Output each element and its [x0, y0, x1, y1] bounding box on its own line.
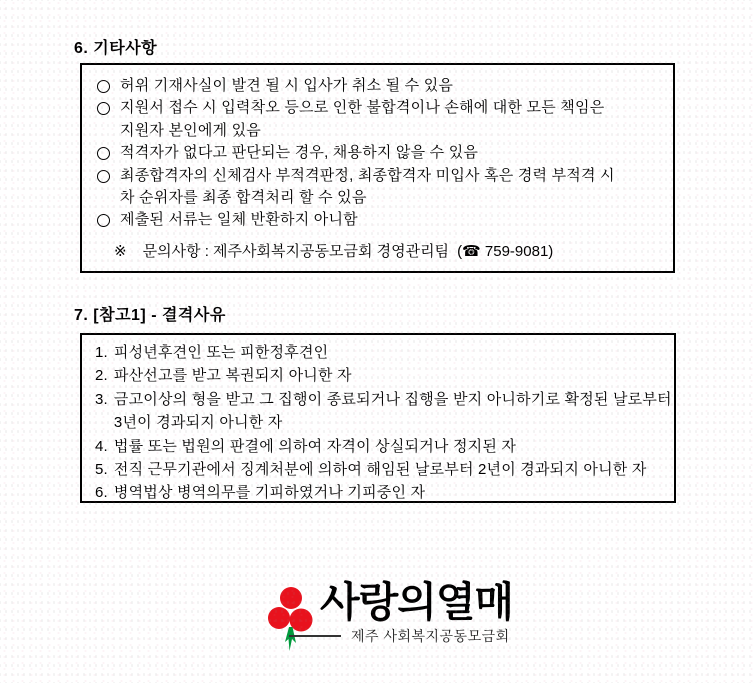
list-item	[95, 209, 663, 231]
list-item-text: 허위 기재사실이 발견 될 시 입사가 취소 될 수 있음	[120, 77, 454, 94]
list-item	[95, 142, 663, 164]
list-item-text: 금고이상의 형을 받고 그 집행이 종료되거나 집행을 받지 아니하기로 확정된 날로부터	[113, 390, 672, 408]
list-item-text: 지원서 접수 시 입력착오 등으로 인한 불합격이나 손해에 대한 모든 책임은	[120, 99, 605, 117]
logo-subtext: 제주 사회복지공동모금회	[351, 628, 510, 644]
item-number: 4.	[95, 437, 108, 455]
list-item-text: 적격자가 없다고 판단되는 경우, 채용하지 않을 수 있음	[120, 144, 479, 162]
item-number: 2.	[95, 367, 108, 385]
section-7-heading: 7. [참고1] - 결격사유	[74, 307, 226, 324]
circle-bullet-icon	[97, 102, 110, 115]
circle-bullet-icon	[97, 170, 110, 183]
list-item-text: 최종합격자의 신체검사 부적격판정, 최종합격자 미입사 혹은 경력 부적격 시	[120, 166, 615, 184]
section-6-heading: 6. 기타사항	[74, 40, 158, 57]
list-item-text: 3년이 경과되지 아니한 자	[113, 414, 283, 432]
contact-note-text: 문의사항 : 제주사회복지공동모금회 경영관리팀	[142, 242, 450, 260]
list-item-text: 지원자 본인에게 있음	[120, 121, 261, 139]
circle-bullet-icon	[97, 80, 110, 93]
list-item-text: 법률 또는 법원의 판결에 의하여 자격이 상실되거나 정지된 자	[113, 437, 517, 455]
list-item	[95, 435, 666, 458]
list-item-text: 파산선고를 받고 복권되지 아니한 자	[113, 367, 352, 385]
item-number: 1.	[95, 344, 108, 361]
list-item	[95, 364, 666, 387]
circle-bullet-icon	[97, 147, 110, 160]
contact-note	[95, 241, 663, 263]
list-item-text: 전직 근무기관에서 징계처분에 의하여 해임된 날로부터 2년이 경과되지 아니한 자	[113, 461, 647, 479]
other-notes-box	[80, 63, 675, 273]
item-number: 3.	[95, 390, 108, 408]
list-item	[95, 341, 666, 364]
list-item	[95, 458, 666, 481]
reference-mark-icon: ※	[114, 242, 127, 260]
list-item	[95, 481, 666, 503]
list-item	[95, 97, 663, 142]
list-item	[95, 165, 663, 210]
list-item-text: 차 순위자를 최종 합격처리 할 수 있음	[120, 189, 367, 207]
logo-subrow	[289, 626, 510, 646]
disqualification-box	[80, 333, 676, 503]
list-item-text: 병역법상 병역의무를 기피하였거나 기피중인 자	[113, 484, 426, 502]
item-number: 6.	[95, 484, 108, 502]
logo-wordmark: 사랑의열매	[320, 579, 514, 625]
circle-bullet-icon	[97, 214, 110, 227]
logo-dash-line	[289, 635, 341, 637]
list-item-text: 피성년후견인 또는 피한정후견인	[113, 344, 329, 361]
contact-phone: (☎ 759-9081)	[457, 242, 554, 260]
item-number: 5.	[95, 461, 108, 479]
list-item-text: 제출된 서류는 일체 반환하지 아니함	[120, 211, 358, 229]
list-item	[95, 75, 663, 97]
list-item	[95, 388, 672, 435]
